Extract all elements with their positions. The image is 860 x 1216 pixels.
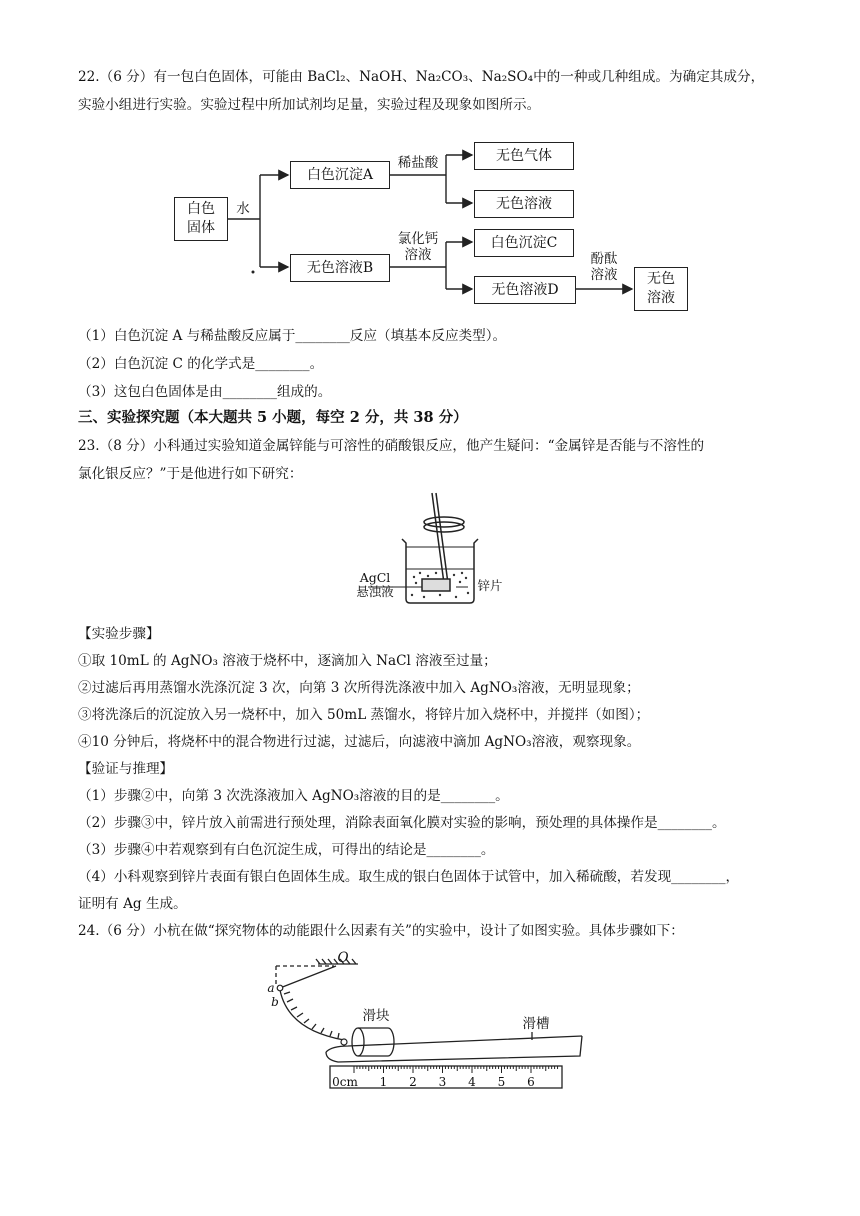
gas-label: 无色气体 xyxy=(496,147,552,164)
agcl-line2: 悬浊液 xyxy=(356,584,394,599)
start-box xyxy=(174,197,228,241)
solution-b-label: 无色溶液B xyxy=(306,259,374,276)
phenol-line1: 酚酞 xyxy=(590,251,618,267)
cacl2-line2: 溶液 xyxy=(404,247,432,263)
q23-stem-line1: 23.（8 分）小科通过实验知道金属锌能与可溶性的硝酸银反应，他产生疑问：“金属锌是否能与不溶性的 xyxy=(78,438,705,454)
gas-box xyxy=(474,142,574,170)
verify-4-line2: 证明有 Ag 生成。 xyxy=(78,896,187,912)
q24-slider-figure xyxy=(262,950,594,1096)
verify-3: （3）步骤④中若观察到有白色沉淀生成，可得出的结论是________。 xyxy=(78,842,495,858)
precipitate-a-label: 白色沉淀A xyxy=(306,166,374,183)
q22-sub2: （2）白色沉淀 C 的化学式是________。 xyxy=(78,356,324,372)
step-2: ②过滤后再用蒸馏水洗涤沉淀 3 次，向第 3 次所得洗涤液中加入 AgNO₃溶液，无明显现象； xyxy=(78,680,640,696)
pivot-o-label: O xyxy=(337,950,349,966)
q22-stem-line2: 实验小组进行实验。实验过程中所加试剂均足量，实验过程及现象如图所示。 xyxy=(78,97,541,113)
solution1-box xyxy=(474,190,574,218)
ruler-tick-label: 2 xyxy=(409,1075,417,1089)
verify-4-line1: （4）小科观察到锌片表面有银白色固体生成。取生成的银白色固体于试管中，加入稀硫酸，若发现________， xyxy=(78,869,740,885)
beaker-drawing xyxy=(352,487,508,619)
final-box xyxy=(634,267,688,311)
ruler-tick-label: 1 xyxy=(379,1075,388,1089)
phenol-line2: 溶液 xyxy=(590,267,618,283)
groove-label: 滑槽 xyxy=(522,1016,550,1032)
agcl-label xyxy=(352,571,398,599)
q23-stem-line2: 氯化银反应？”于是他进行如下研究： xyxy=(78,466,303,482)
start-line2: 固体 xyxy=(187,220,215,236)
solution1-label: 无色溶液 xyxy=(496,195,552,212)
q23-beaker-figure xyxy=(352,487,508,619)
hcl-label: 稀盐酸 xyxy=(397,155,439,171)
verify-title: 【验证与推理】 xyxy=(78,761,174,777)
q22-stem-line1: 22.（6 分）有一包白色固体，可能由 BaCl₂、NaOH、Na₂CO₃、Na₂SO₄中的一种或几种组成。为确定其成分， xyxy=(78,69,765,85)
verify-1: （1）步骤②中，向第 3 次洗涤液加入 AgNO₃溶液的目的是________。 xyxy=(78,788,509,804)
q22-flowchart xyxy=(160,127,700,317)
precipitate-a-box xyxy=(290,161,390,189)
start-line1: 白色 xyxy=(187,201,215,217)
water-label: 水 xyxy=(236,201,250,217)
solution-d-label: 无色溶液D xyxy=(491,281,559,298)
final-line1: 无色 xyxy=(647,271,675,287)
agcl-line1: AgCl xyxy=(359,570,391,585)
precipitate-c-box xyxy=(474,229,574,257)
verify-2: （2）步骤③中，锌片放入前需进行预处理，消除表面氧化膜对实验的影响，预处理的具体操作是________。 xyxy=(78,815,726,831)
step-3: ③将洗涤后的沉淀放入另一烧杯中，加入 50mL 蒸馏水，将锌片加入烧杯中，并搅拌（如图）； xyxy=(78,707,650,723)
q22-sub1: （1）白色沉淀 A 与稀盐酸反应属于________反应（填基本反应类型）。 xyxy=(78,328,507,344)
phenolphthalein-label xyxy=(578,251,630,283)
solution-d-box xyxy=(474,276,576,304)
ruler-tick-label: 4 xyxy=(468,1075,476,1089)
zinc-label: 锌片 xyxy=(477,578,503,593)
ruler-tick-label: 5 xyxy=(497,1075,506,1089)
step-1: ①取 10mL 的 AgNO₃ 溶液于烧杯中，逐滴加入 NaCl 溶液至过量； xyxy=(78,653,497,669)
section-3-heading: 三、实验探究题（本大题共 5 小题，每空 2 分，共 38 分） xyxy=(78,409,468,426)
steps-title: 【实验步骤】 xyxy=(78,626,160,642)
point-a-label: a xyxy=(267,981,275,995)
point-b-label: b xyxy=(271,995,279,1009)
ruler-labels xyxy=(262,950,594,1096)
ruler-tick-label: 6 xyxy=(527,1075,535,1089)
slider-label: 滑块 xyxy=(362,1008,390,1024)
solution-b-box xyxy=(290,254,390,282)
cacl2-label xyxy=(390,231,446,263)
ruler-tick-label: 3 xyxy=(438,1075,447,1089)
q24-stem: 24.（6 分）小杭在做“探究物体的动能跟什么因素有关”的实验中，设计了如图实验。具体步骤如下： xyxy=(78,923,684,939)
step-4: ④10 分钟后，将烧杯中的混合物进行过滤，过滤后，向滤液中滴加 AgNO₃溶液，观察现象。 xyxy=(78,734,641,750)
q22-sub3: （3）这包白色固体是由________组成的。 xyxy=(78,384,332,400)
cacl2-line1: 氯化钙 xyxy=(397,231,439,247)
precipitate-c-label: 白色沉淀C xyxy=(490,234,558,251)
ruler-tick-label: 0cm xyxy=(332,1075,358,1089)
final-line2: 溶液 xyxy=(647,290,675,306)
